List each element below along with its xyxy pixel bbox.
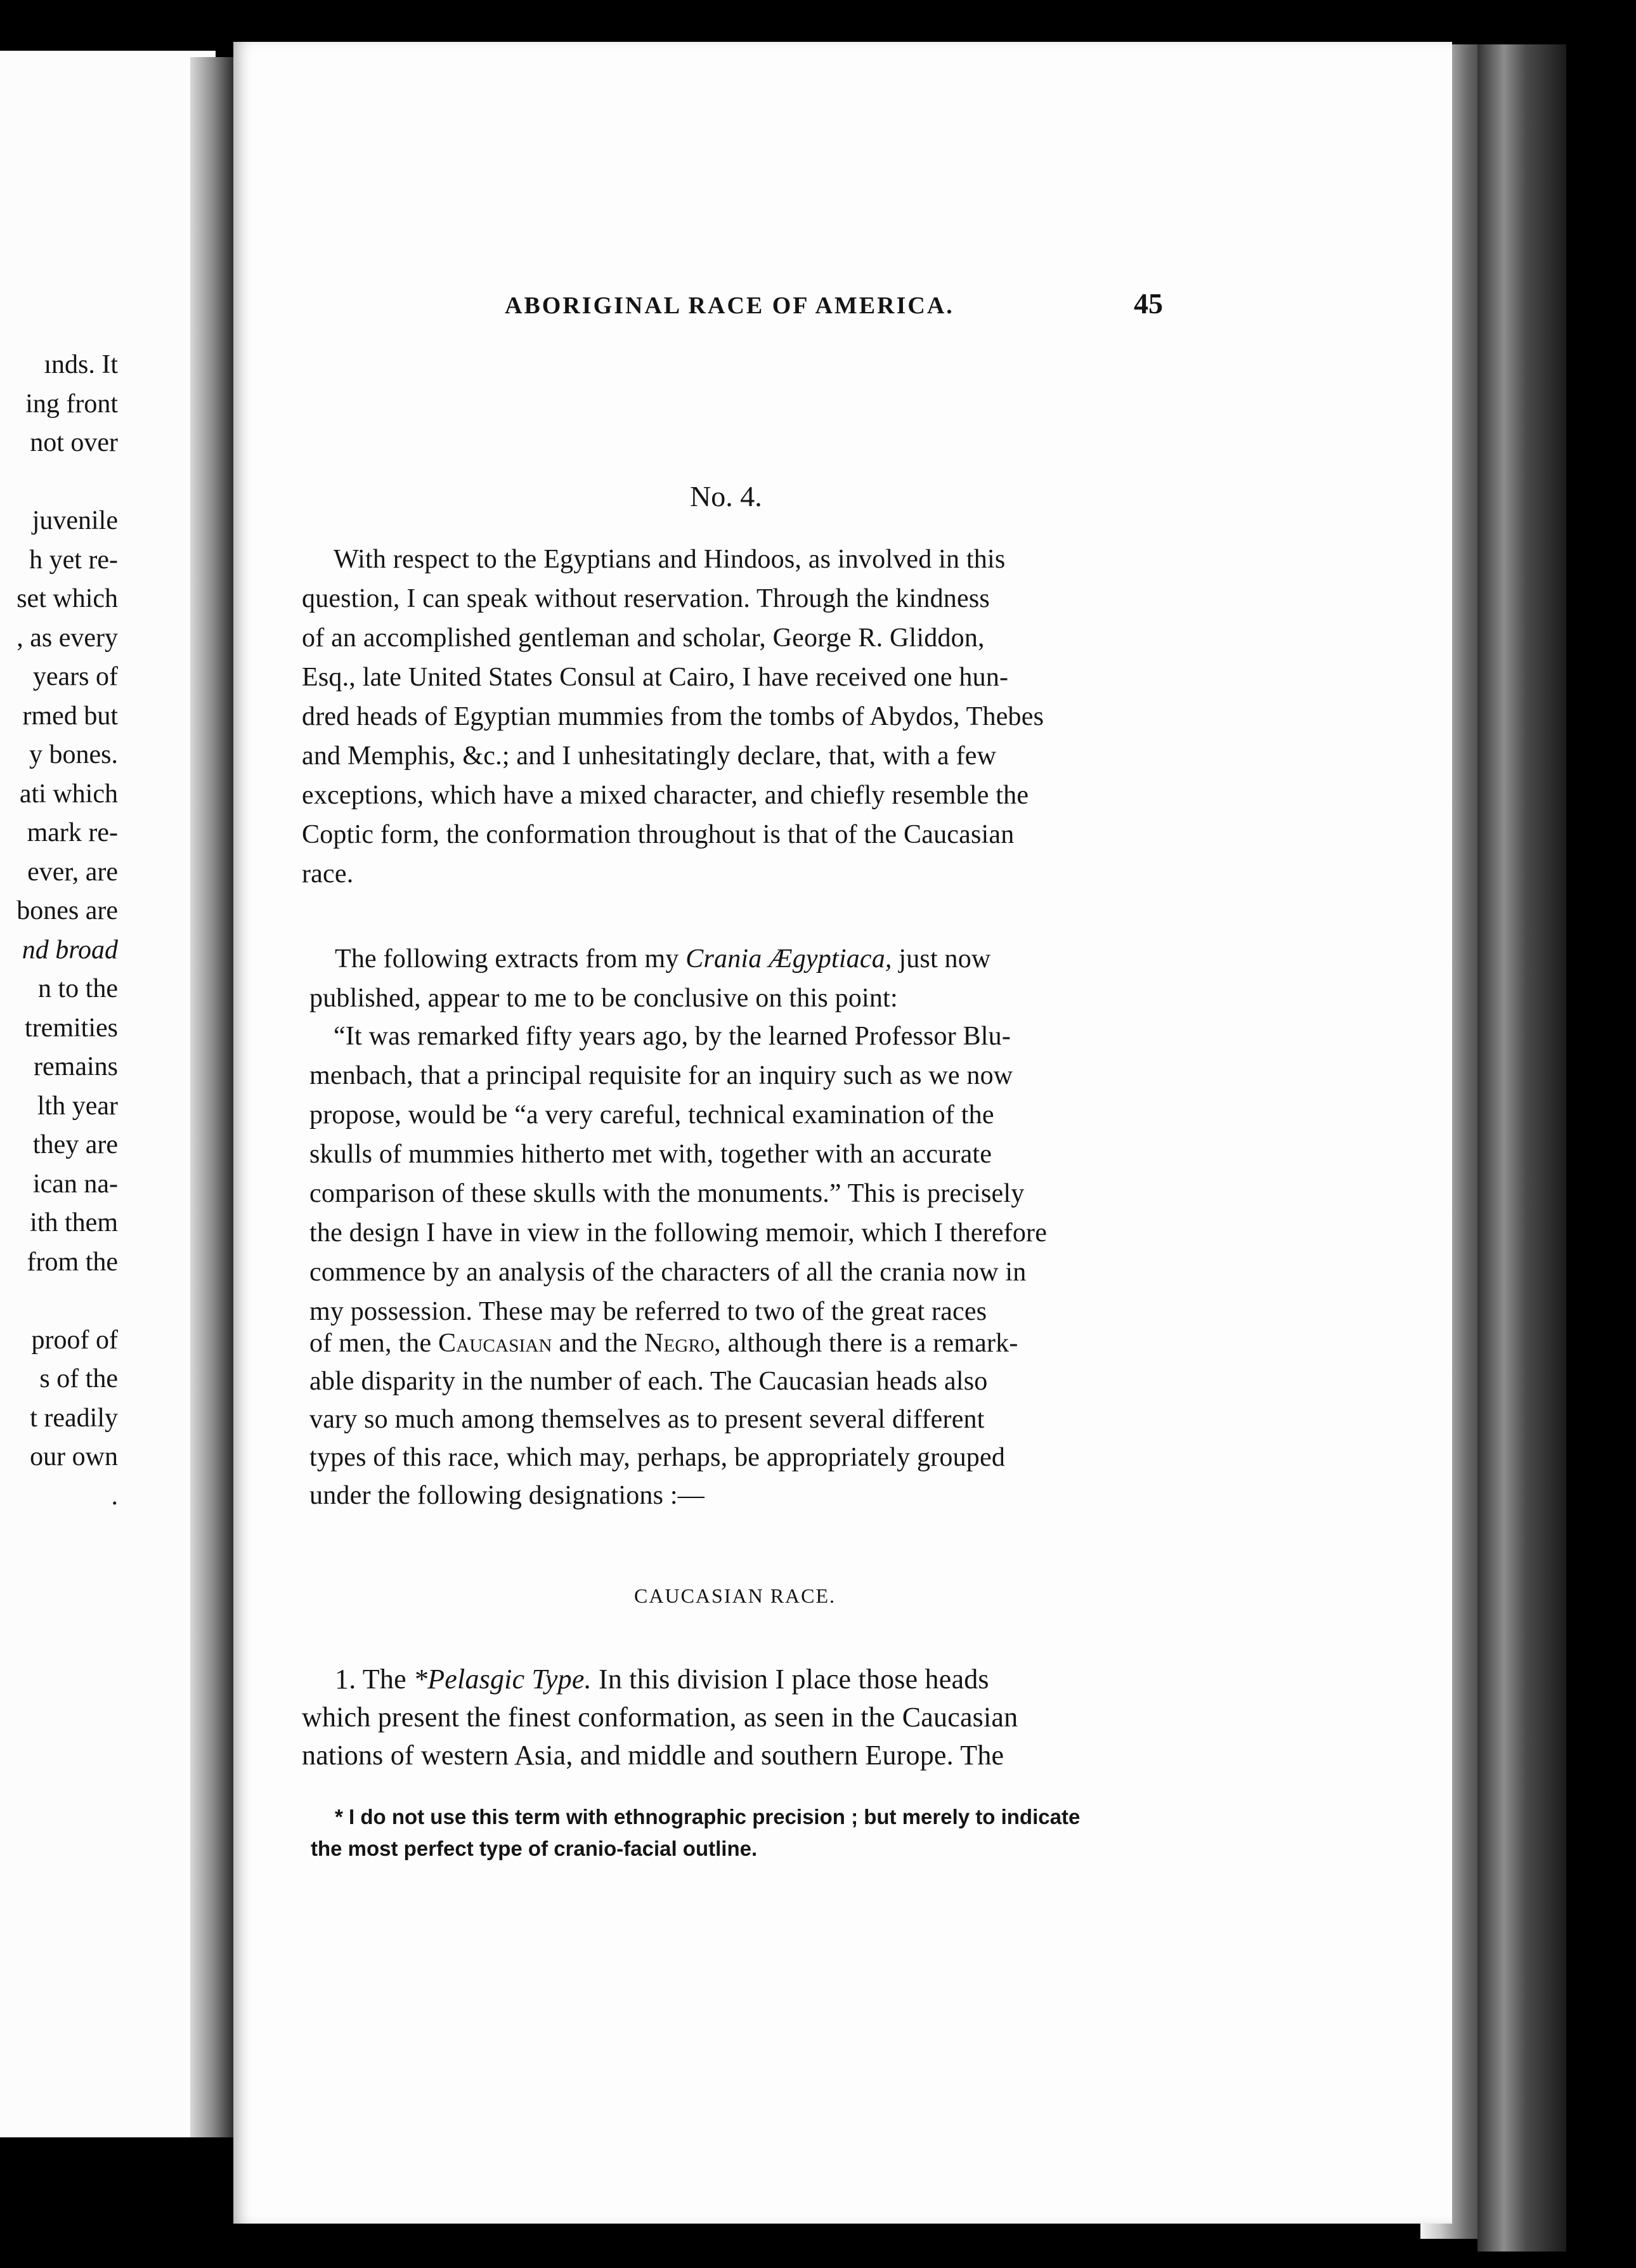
paragraph-1-line: question, I can speak without reservation. Through the kindness <box>302 584 990 613</box>
left-page-line: ith them <box>30 1208 118 1237</box>
quote-line: commence by an analysis of the characters of all the crania now in <box>309 1258 1027 1287</box>
left-page-line: our own <box>30 1442 118 1471</box>
type-name: *Pelasgic Type. <box>413 1664 592 1695</box>
type-line1-rest: In this division I place those heads <box>591 1664 989 1695</box>
left-page-line: . <box>111 1481 118 1511</box>
left-page-text-column <box>0 51 118 2137</box>
page-number: 45 <box>1134 287 1163 320</box>
left-page-line: years of <box>32 662 118 691</box>
type-number: 1. The <box>335 1664 414 1695</box>
left-page-line: n to the <box>38 974 118 1003</box>
quote-line: the design I have in view in the following memoir, which I therefore <box>309 1218 1048 1248</box>
type-para-line-1 <box>335 1663 989 1696</box>
type-para-line-2: which present the finest conformation, as seen in the Caucasian <box>302 1702 1018 1733</box>
quote-line: skulls of mummies hitherto met with, together with an accurate <box>309 1140 992 1169</box>
running-title: ABORIGINAL RACE OF AMERICA. <box>505 292 954 319</box>
quote-line: types of this race, which may, perhaps, be appropriately grouped <box>309 1443 1006 1472</box>
quote-line: propose, would be “a very careful, technical examination of the <box>309 1100 994 1130</box>
left-page-line: ican na- <box>32 1169 118 1199</box>
left-page-line: tremities <box>25 1013 118 1043</box>
footnote-line-1: * I do not use this term with ethnographic precision ; but merely to indicate <box>335 1805 1081 1828</box>
right-page <box>233 42 1452 2224</box>
left-page-line: s of the <box>39 1364 118 1393</box>
left-page-line: set which <box>16 584 118 613</box>
paragraph-1-line: and Memphis, &c.; and I unhesitatingly declare, that, with a few <box>302 741 997 771</box>
quote-line: menbach, that a principal requisite for an inquiry such as we now <box>309 1061 1013 1090</box>
quote-line: comparison of these skulls with the monuments.” This is precisely <box>309 1179 1025 1208</box>
left-page-line: remains <box>34 1052 118 1081</box>
left-page-line: lth year <box>37 1091 118 1121</box>
left-page-line: t readily <box>30 1403 118 1433</box>
left-page-line: not over <box>30 428 118 457</box>
p2-book-title: Crania Ægyptiaca, <box>685 944 892 974</box>
quote-line: able disparity in the number of each. The Caucasian heads also <box>309 1367 988 1396</box>
paragraph-1-line: exceptions, which have a mixed character, and chiefly resemble the <box>302 781 1029 810</box>
p2-text-post: just now <box>892 944 991 974</box>
paragraph-2-line-1 <box>335 942 990 975</box>
left-page-line: bones are <box>16 896 118 925</box>
left-page-line: ever, are <box>27 857 118 887</box>
left-page-line: ınds. It <box>44 350 118 379</box>
paragraph-1-line: Esq., late United States Consul at Cairo, I have received one hun- <box>302 663 1009 692</box>
left-page-line: ing front <box>25 389 118 419</box>
left-page-line: proof of <box>31 1325 118 1355</box>
quote-line: under the following designations :— <box>309 1481 704 1510</box>
left-page-line: y bones. <box>29 740 118 769</box>
left-page-line: from the <box>27 1247 118 1277</box>
left-page-line: , as every <box>16 623 118 653</box>
paragraph-1-line: of an accomplished gentleman and scholar, George R. Gliddon, <box>302 623 985 653</box>
left-facing-page <box>0 51 216 2137</box>
paragraph-2-line-2: published, appear to me to be conclusive on this point: <box>309 984 898 1013</box>
q9-pre: of men, the <box>309 1329 439 1358</box>
paragraph-1-line: With respect to the Egyptians and Hindoos, as involved in this <box>334 545 1006 574</box>
q9-post: , although there is a remark- <box>714 1329 1018 1358</box>
quote-line: vary so much among themselves as to present several different <box>309 1405 985 1434</box>
left-page-line: mark re- <box>27 818 118 847</box>
q9-negro: Negro <box>644 1329 715 1358</box>
subheading-caucasian-race: CAUCASIAN RACE. <box>634 1584 836 1607</box>
type-para-line-3: nations of western Asia, and middle and southern Europe. The <box>302 1740 1004 1771</box>
paragraph-1-line: dred heads of Egyptian mummies from the tombs of Abydos, Thebes <box>302 702 1044 731</box>
quote-line: my possession. These may be referred to two of the great races <box>309 1297 987 1326</box>
footnote-line-2: the most perfect type of cranio-facial outline. <box>311 1837 758 1860</box>
p2-text-pre: The following extracts from my <box>335 944 686 974</box>
q9-caucasian: Caucasian <box>438 1329 552 1358</box>
paragraph-1-line: race. <box>302 859 354 889</box>
book-cover-edge <box>1477 44 1566 2252</box>
left-page-line: juvenile <box>32 506 118 535</box>
left-page-line: ati which <box>19 779 118 809</box>
section-title: No. 4. <box>690 480 762 512</box>
left-page-line: nd broad <box>22 935 118 965</box>
quote-line-9 <box>309 1327 1018 1360</box>
quote-line: “It was remarked fifty years ago, by the learned Professor Blu- <box>334 1022 1011 1051</box>
left-page-line: h yet re- <box>29 545 118 575</box>
left-page-line: they are <box>32 1130 118 1159</box>
paragraph-1-line: Coptic form, the conformation throughout is that of the Caucasian <box>302 820 1015 849</box>
q9-mid: and the <box>552 1329 644 1358</box>
left-page-line: rmed but <box>22 701 118 731</box>
